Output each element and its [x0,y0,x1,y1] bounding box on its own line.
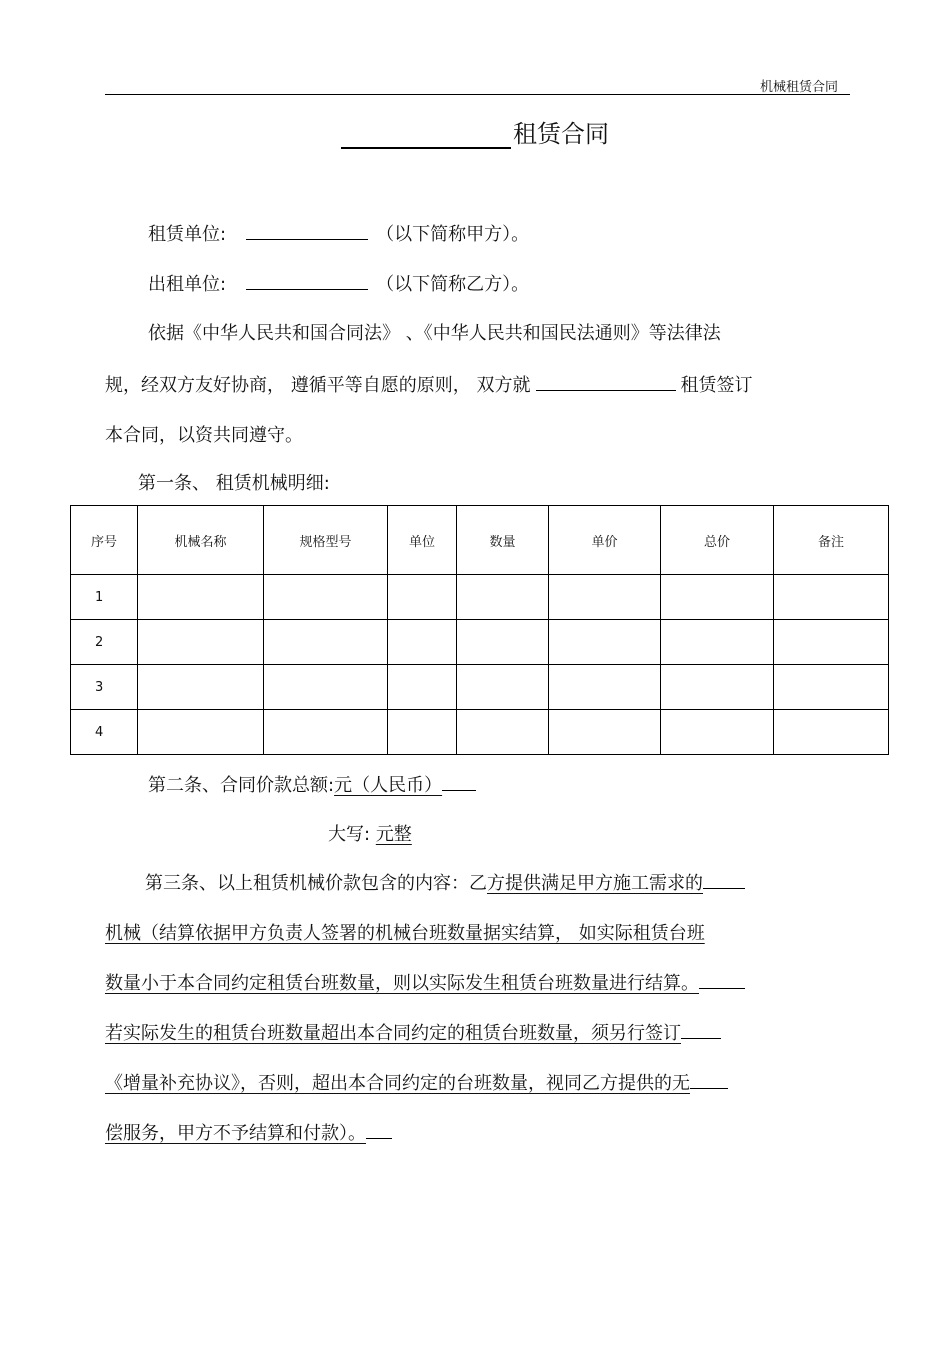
row-index: 3 [71,665,138,710]
row-index: 2 [71,620,138,665]
capital-line [328,820,412,846]
preamble-line-2a: 规，经双方友好协商， 遵循平等自愿的原则， 双方就 [105,375,531,396]
article3-line1-underlined: 方提供满足甲方施工需求的 [487,873,703,894]
table-cell [457,575,549,620]
header-doc-label: 机械租赁合同 [759,80,838,95]
title-text: 租赁合同 [513,120,609,148]
table-cell [388,665,457,710]
row-index: 1 [71,575,138,620]
table-row [71,575,889,620]
amount-text: 元（人民币） [334,775,443,796]
article3-line6-text: 偿服务，甲方不予结算和付款）。 [105,1123,366,1144]
lessor-line [148,269,529,296]
article3-line-3 [105,969,745,995]
table-cell [264,710,388,755]
title-blank [341,117,511,149]
table-cell [457,710,549,755]
table-cell [661,575,774,620]
lessee-suffix: （以下简称甲方）。 [376,224,530,245]
preamble-line-2b: 租赁签订 [680,375,753,396]
table-cell [549,620,661,665]
lessor-suffix: （以下简称乙方）。 [376,274,530,295]
preamble-line-3: 本合同，以资共同遵守。 [105,425,303,446]
article3-trail-3 [699,970,745,989]
table-cell [661,710,774,755]
lessee-label: 租赁单位: [148,224,227,245]
lessee-blank [246,219,368,240]
table-cell [774,710,889,755]
row-index: 4 [71,710,138,755]
article3-trail-1 [703,870,745,889]
capital-text: 元整 [375,824,412,845]
article3-line-2: 机械（结算依据甲方负责人签署的机械台班数量据实结算， 如实际租赁台班 [105,923,705,944]
col-header: 数量 [457,506,549,575]
lessee-line [148,219,529,246]
article3-trail-6 [366,1120,392,1139]
table-cell [388,620,457,665]
capital-label: 大写: [328,824,371,845]
table-cell [264,575,388,620]
article2-heading: 第二条、合同价款总额: [148,775,335,796]
article1-heading: 第一条、 租赁机械明细: [138,473,330,494]
article3-line-6 [105,1119,392,1145]
table-cell [138,620,264,665]
col-header: 序号 [71,506,138,575]
col-header: 机械名称 [138,506,264,575]
table-cell [774,575,889,620]
table-cell [661,620,774,665]
table-cell [388,710,457,755]
subject-blank [536,370,676,391]
col-header: 备注 [774,506,889,575]
table-cell [549,575,661,620]
table-row [71,620,889,665]
article3-line5-text: 《增量补充协议》，否则，超出本合同约定的台班数量，视同乙方提供的无 [105,1073,690,1094]
table-row [71,665,889,710]
article3-trail-4 [681,1020,721,1039]
article3-line4-text: 若实际发生的租赁台班数量超出本合同约定的租赁台班数量，须另行签订 [105,1023,681,1044]
machinery-table [70,505,889,755]
article3-line-4 [105,1019,721,1045]
table-cell [138,575,264,620]
contract-title [0,114,950,149]
table-cell [774,665,889,710]
table-cell [264,620,388,665]
table-cell [549,710,661,755]
header-rule [105,94,850,95]
article3-line3-text: 数量小于本合同约定租赁台班数量，则以实际发生租赁台班数量进行结算。 [105,973,699,994]
lessor-blank [246,269,368,290]
preamble-line-1: 依据《中华人民共和国合同法》 、《中华人民共和国民法通则》等法律法 [148,323,721,344]
article2-line [148,771,476,797]
col-header: 总价 [661,506,774,575]
col-header: 单价 [549,506,661,575]
article3-line-1 [145,869,745,895]
article3-line-5 [105,1069,728,1095]
article3-lead: 第三条、以上租赁机械价款包含的内容：乙 [145,873,487,894]
table-cell [774,620,889,665]
table-cell [661,665,774,710]
table-cell [457,620,549,665]
amount-trail-rule [442,772,476,791]
table-cell [138,710,264,755]
col-header: 单位 [388,506,457,575]
table-cell [138,665,264,710]
lessor-label: 出租单位: [148,274,227,295]
table-cell [457,665,549,710]
table-cell [549,665,661,710]
table-cell [388,575,457,620]
table-cell [264,665,388,710]
table-header-row [71,506,889,575]
col-header: 规格型号 [264,506,388,575]
table-row [71,710,889,755]
preamble-line-2 [105,370,752,397]
article3-trail-5 [690,1070,728,1089]
